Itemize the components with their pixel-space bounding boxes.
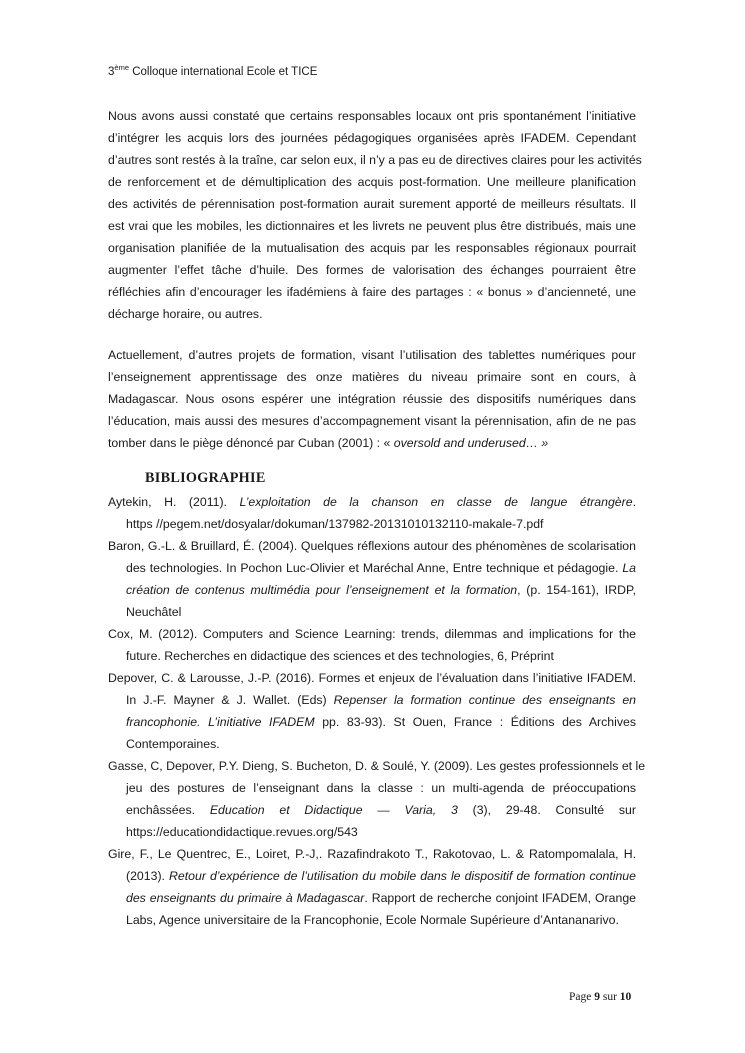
page-header [108,63,318,78]
paragraph-perspectives [108,344,636,454]
reference-gasse [108,755,646,843]
reference-line: future. Recherches en didactique des sciences et des technologies, 6, Préprint [126,649,554,663]
reference-line: Contemporaines. [126,737,220,751]
reference-aytekin [108,491,636,535]
reference-line: Labs, Agence universitaire de la Francophonie, Ecole Normale Supérieure d’Antananarivo. [126,913,619,927]
reference-text: enchâssées. [126,803,210,817]
reference-title-italic: L’exploitation de la chanson en classe de langue étrangère [239,495,633,509]
paragraph-line [108,432,636,454]
reference-link: https //pegem.net/dosyalar/dokuman/137982-20131010132110-makale-7.pdf [126,517,544,531]
header-title: Colloque international Ecole et TICE [129,66,318,78]
bibliography-list [108,491,646,931]
reference-title-italic: Education et Didactique — Varia, 3 [209,803,458,817]
reference-line: Cox, M. (2012). Computers and Science Learning: trends, dilemmas and implications for the [108,627,636,641]
paragraph-line: d’intégrer les acquis lors des journées pédagogiques organisées après IFADEM. Cependant [108,131,636,145]
reference-title-italic: Retour d’expérience de l’utilisation du mobile dans le dispositif de formation continue [169,869,636,883]
reference-text: Aytekin, H. (2011). [108,495,240,509]
reference-line [108,799,636,821]
reference-line [108,689,636,711]
footer-total-pages: 10 [619,991,632,1003]
reference-line: Gasse, C, Depover, P.Y. Dieng, S. Bucheton, D. & Soulé, Y. (2009). Les gestes professionnels et le [108,759,646,773]
reference-line: Depover, C. & Larousse, J.-P. (2016). Formes et enjeux de l’évaluation dans l’initiative IFADEM. [108,671,636,685]
reference-line [108,491,636,513]
paragraph-line: l’enseignement apprentissage des onze matières du niveau primaire sont en cours, à [108,370,636,384]
quote-italic: oversold and underused… » [393,436,549,450]
reference-text: , (p. 154-161), IRDP, [517,583,636,597]
paragraph-line: Madagascar. Nous osons espérer une intégration réussie des dispositifs numériques dans [108,392,636,406]
paragraph-line: des activités de pérennisation post-formation aurait surement apporté de meilleurs résultats. Il [108,197,636,211]
paragraph-conclusion [108,105,642,325]
bibliography-heading: BIBLIOGRAPHIE [145,470,266,486]
reference-link: https://educationdidactique.revues.org/543 [126,825,358,839]
reference-line: Neuchâtel [126,605,182,619]
reference-text: . Rapport de recherche conjoint IFADEM, Orange [364,891,637,905]
paragraph-line: réfléchies afin d’encourager les ifadémiens à faire des partages : « bonus » d’ancienneté, une [108,285,636,299]
reference-title-italic: des enseignants du primaire à Madagascar [126,891,365,905]
reference-depover [108,667,636,755]
reference-line: jeu des postures de l’enseignant dans la classe : un multi-agenda de préoccupations [126,781,636,795]
paragraph-line: organisation planifiée de la mutualisation des acquis par les responsables régionaux pourrait [108,241,636,255]
reference-text: des technologies. In Pochon Luc-Olivier et Maréchal Anne, Entre technique et pédagogie. [126,561,623,575]
reference-line [108,887,636,909]
paragraph-line: l’éducation, mais aussi des mesures d’accompagnement visant la pérennisation, afin de ne pas [108,414,636,428]
reference-line: Gire, F., Le Quentrec, E., Loiret, P.-J,. Razafindrakoto T., Rakotovao, L. & Ratompomalala, H. [108,847,636,861]
page-footer [569,991,631,1003]
reference-gire [108,843,636,931]
paragraph-line: augmenter l’effet tâche d’huile. Des formes de valorisation des échanges pourraient être [108,263,636,277]
reference-title-italic: Repenser la formation continue des enseignants en [333,693,636,707]
reference-title-italic: La [622,561,636,575]
footer-of-word: sur [599,991,620,1003]
reference-line: Baron, G.-L. & Bruillard, É. (2004). Quelques réflexions autour des phénomènes de scolarisation [108,539,636,553]
reference-text: . [632,495,636,509]
paragraph-line: Nous avons aussi constaté que certains responsables locaux ont pris spontanément l’initiative [108,109,636,123]
reference-line [108,711,636,733]
reference-title-italic: francophonie. L’initiative IFADEM [126,715,315,729]
paragraph-line: est vrai que les mobiles, les dictionnaires et les livrets ne peuvent plus être distribués, mais une [108,219,636,233]
paragraph-text: tomber dans le piège dénoncé par Cuban (2001) : « [108,436,394,450]
reference-line [108,579,636,601]
paragraph-line: d’autres sont restés à la traîne, car selon eux, il n’y a pas eu de directives claires pour les activités [108,153,642,167]
header-ordinal-suffix: ème [114,63,129,73]
reference-text: pp. 83-93). St Ouen, France : Éditions des Archives [314,715,636,729]
footer-page-number: 9 [594,991,600,1003]
header-ordinal: 3 [108,66,115,78]
footer-page-word: Page [569,991,595,1003]
reference-text: In J.-F. Mayner & J. Wallet. (Eds) [126,693,334,707]
reference-line [108,557,636,579]
reference-text: (2013). [126,869,170,883]
paragraph-line: décharge horaire, ou autres. [108,307,263,321]
reference-text: (3), 29-48. Consulté sur [457,803,636,817]
reference-baron [108,535,636,623]
reference-title-italic: création de contenus multimédia pour l’enseignement et la formation [126,583,518,597]
reference-cox [108,623,636,667]
paragraph-line: Actuellement, d’autres projets de formation, visant l’utilisation des tablettes numériques pour [108,348,636,362]
reference-line [108,865,636,887]
paragraph-line: de renforcement et de démultiplication des acquis post-formation. Une meilleure planification [108,175,636,189]
